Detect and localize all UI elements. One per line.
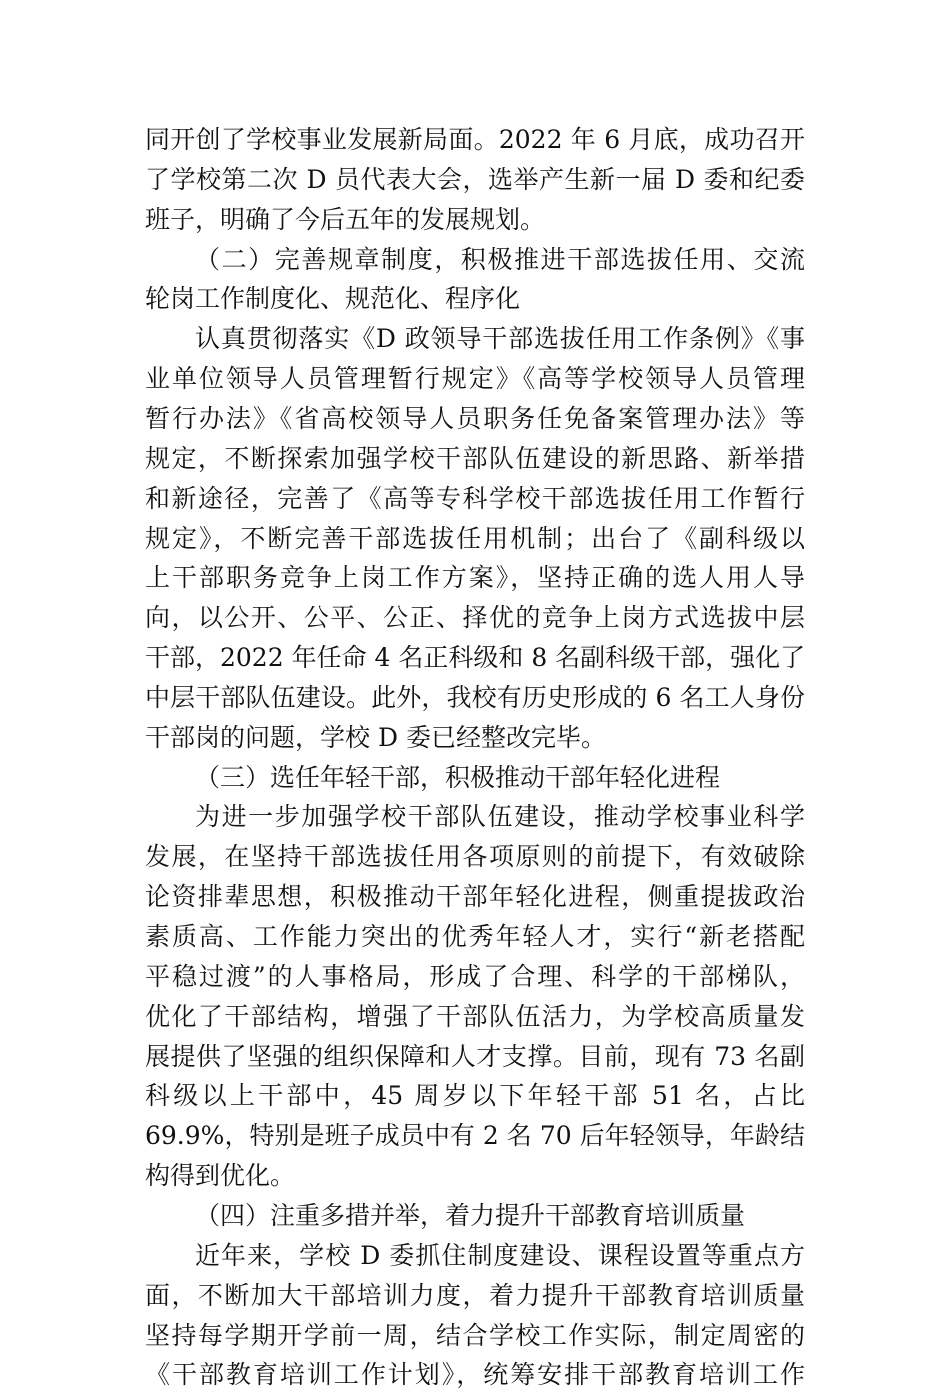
paragraph-line: 中层干部队伍建设。此外，我校有历史形成的 6 名工人身份 [145, 682, 805, 712]
paragraph-line: 优化了干部结构，增强了干部队伍活力，为学校高质量发 [145, 1001, 805, 1031]
paragraph-line: 上干部职务竞争上岗工作方案》，坚持正确的选人用人导 [145, 563, 805, 593]
paragraph-line: 干部，2022 年任命 4 名正科级和 8 名副科级干部，强化了 [145, 643, 805, 673]
paragraph-line: 干部岗的问题，学校 D 委已经整改完毕。 [145, 722, 606, 752]
paragraph-line: 展提供了坚强的组织保障和人才支撑。目前，现有 73 名副 [145, 1041, 805, 1071]
paragraph-line: 暂行办法》《省高校领导人员职务任免备案管理办法》等 [145, 403, 805, 433]
paragraph-line: 规定，不断探索加强学校干部队伍建设的新思路、新举措 [145, 443, 805, 473]
paragraph-line: 规定》，不断完善干部选拔任用机制；出台了《副科级以 [145, 523, 805, 553]
paragraph-line: 业单位领导人员管理暂行规定》《高等学校领导人员管理 [145, 364, 805, 394]
paragraph-line: 向，以公开、公平、公正、择优的竞争上岗方式选拔中层 [145, 603, 805, 633]
paragraph-line: 班子，明确了今后五年的发展规划。 [145, 204, 546, 234]
paragraph-line: 面，不断加大干部培训力度，着力提升干部教育培训质量 [145, 1280, 805, 1310]
paragraph-line: 发展，在坚持干部选拔任用各项原则的前提下，有效破除 [145, 842, 805, 872]
paragraph-line: 69.9%，特别是班子成员中有 2 名 70 后年轻领导，年龄结 [145, 1121, 805, 1151]
paragraph-line: 认真贯彻落实《D 政领导干部选拔任用工作条例》《事 [195, 324, 805, 354]
paragraph-line: 为进一步加强学校干部队伍建设，推动学校事业科学 [195, 802, 805, 832]
paragraph-line: 同开创了学校事业发展新局面。2022 年 6 月底，成功召开 [145, 125, 805, 154]
section-heading: （四）注重多措并举，着力提升干部教育培训质量 [195, 1200, 746, 1230]
paragraph-line: 素质高、工作能力突出的优秀年轻人才，实行“新老搭配 [145, 922, 805, 951]
section-heading: 轮岗工作制度化、规范化、程序化 [145, 284, 521, 314]
paragraph-line: 论资排辈思想，积极推动干部年轻化进程，侧重提拔政治 [145, 882, 805, 912]
paragraph-line: 构得到优化。 [145, 1161, 296, 1191]
paragraph-line: 近年来，学校 D 委抓住制度建设、课程设置等重点方 [195, 1240, 805, 1270]
section-heading: （二）完善规章制度，积极推进干部选拔任用、交流 [195, 244, 805, 274]
paragraph-line: 《干部教育培训工作计划》，统筹安排干部教育培训工作 [145, 1360, 805, 1390]
paragraph-line: 和新途径，完善了《高等专科学校干部选拔任用工作暂行 [145, 483, 805, 513]
paragraph-line: 坚持每学期开学前一周，结合学校工作实际，制定周密的 [145, 1320, 805, 1350]
section-heading: （三）选任年轻干部，积极推动干部年轻化进程 [195, 762, 721, 792]
paragraph-line: 了学校第二次 D 员代表大会，选举产生新一届 D 委和纪委 [145, 164, 805, 194]
paragraph-line: 科级以上干部中，45 周岁以下年轻干部 51 名，占比 [145, 1081, 805, 1111]
paragraph-line: 平稳过渡”的人事格局，形成了合理、科学的干部梯队， [145, 961, 805, 991]
